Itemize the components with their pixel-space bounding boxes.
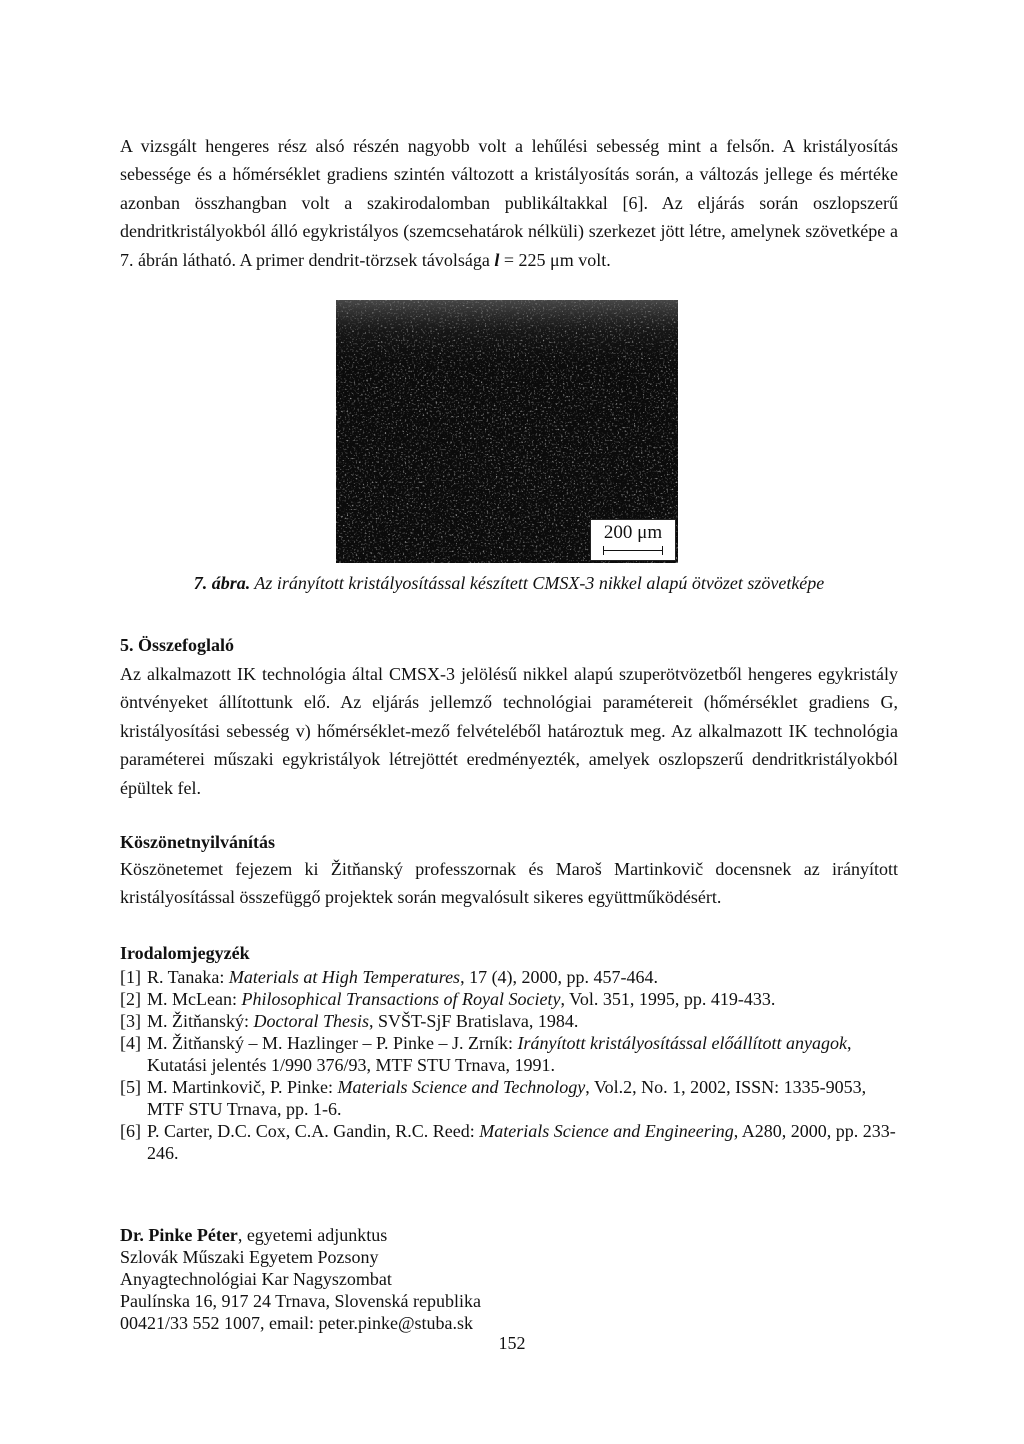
reference-item [120,1010,898,1032]
reference-item [120,1120,898,1164]
reference-details: , Vol.2, No. 1, 2002, ISSN: 1335-9053, MTF STU Trnava, pp. 1-6. [147,1076,867,1119]
scale-bar-label: 200 μm [603,522,663,544]
reference-details: , A280, 2000, pp. 233-246. [147,1120,896,1163]
page-number: 152 [498,1333,526,1353]
author-name: Dr. Pinke Péter [120,1224,238,1245]
author-title: , egyetemi adjunktus [237,1224,388,1245]
reference-author: M. Žitňanský – M. Hazlinger – P. Pinke – J. Zrník: [147,1032,518,1053]
reference-item [120,1076,898,1120]
spacing-variable: l [494,249,500,270]
summary-paragraph: Az alkalmazott IK technológia által CMSX-3 jelölésű nikkel alapú szuperötvözetből hengeres egykristály öntvényeket állítottunk elő. Az eljárás jellemző technológiai paramétereit (hőmérséklet gradiens G, kristályosítási sebesség v) hőmérséklet-mező felvételéből határoztuk meg. Az alkalmazott IK technológia paraméterei műszaki egykristályok létrejöttét eredményezték, amelyek oszlopszerű dendritkristályokból épültek fel. [120,664,898,798]
reference-item [120,1032,898,1076]
reference-details: , Kutatási jelentés 1/990 376/93, MTF STU Trnava, 1991. [147,1032,852,1075]
scale-bar-line [603,550,663,551]
reference-details: , Vol. 351, 1995, pp. 419-433. [560,988,776,1009]
figure-caption [120,573,898,594]
reference-number: [2] [120,988,141,1009]
acknowledgement-paragraph: Köszönetemet fejezem ki Žitňanský professzornak és Maroš Martinkovič docensnek az irányított kristályosítással összefüggő projektek során megvalósult sikeres együttműködésért. [120,859,898,908]
intro-text-end: = 225 μm volt. [499,249,611,270]
reference-number: [6] [120,1120,141,1141]
scale-bar [590,519,676,561]
summary-heading: 5. Összefoglaló [120,635,234,656]
reference-author: P. Carter, D.C. Cox, C.A. Gandin, R.C. Reed: [147,1120,480,1141]
author-block [120,1224,898,1334]
reference-author: R. Tanaka: [147,966,229,987]
caption-number: 7. ábra. [193,573,251,594]
author-contact: 00421/33 552 1007, email: peter.pinke@stuba.sk [120,1312,474,1333]
author-university: Szlovák Műszaki Egyetem Pozsony [120,1246,379,1267]
reference-title: Doctoral Thesis [253,1010,370,1031]
reference-list [120,966,898,1164]
author-name-line [120,1224,898,1246]
reference-details: , SVŠT-SjF Bratislava, 1984. [369,1010,579,1031]
page-content [120,132,898,1334]
reference-author: M. McLean: [147,988,242,1009]
reference-title: Philosophical Transactions of Royal Society [241,988,561,1009]
reference-number: [3] [120,1010,141,1031]
reference-title: Materials at High Temperatures [228,966,461,987]
reference-title: Irányított kristályosítással előállított anyagok [517,1032,847,1053]
reference-number: [1] [120,966,141,987]
figure-7 [336,300,678,563]
reference-author: M. Martinkovič, P. Pinke: [147,1076,338,1097]
reference-title: Materials Science and Technology [337,1076,586,1097]
reference-details: , 17 (4), 2000, pp. 457-464. [460,966,659,987]
reference-item [120,988,898,1010]
author-faculty: Anyagtechnológiai Kar Nagyszombat [120,1268,392,1289]
reference-author: M. Žitňanský: [147,1010,254,1031]
reference-number: [4] [120,1032,141,1053]
reference-number: [5] [120,1076,141,1097]
reference-item [120,966,898,988]
acknowledgement-heading: Köszönetnyilvánítás [120,832,276,853]
references-heading: Irodalomjegyzék [120,942,250,963]
author-address: Paulínska 16, 917 24 Trnava, Slovenská republika [120,1290,481,1311]
caption-text: Az irányított kristályosítással készített CMSX-3 nikkel alapú ötvözet szövetképe [250,573,825,594]
intro-text: A vizsgált hengeres rész alsó részén nagyobb volt a lehűlési sebesség mint a felsőn. A kristályosítás sebessége és a hőmérséklet gradiens szintén változott a kristályosítás során, a változás jellege és mértéke azonban összhangban volt a szakirodalomban publikáltakkal [6]. Az eljárás során oszlopszerű dendritkristályokból álló egykristályos (szemcsehatárok nélküli) szerkezet jött létre, amelynek szövetképe a 7. ábrán látható. A primer dendrit-törzsek távolsága [120,136,898,270]
reference-title: Materials Science and Engineering [479,1120,734,1141]
intro-paragraph [120,132,898,274]
